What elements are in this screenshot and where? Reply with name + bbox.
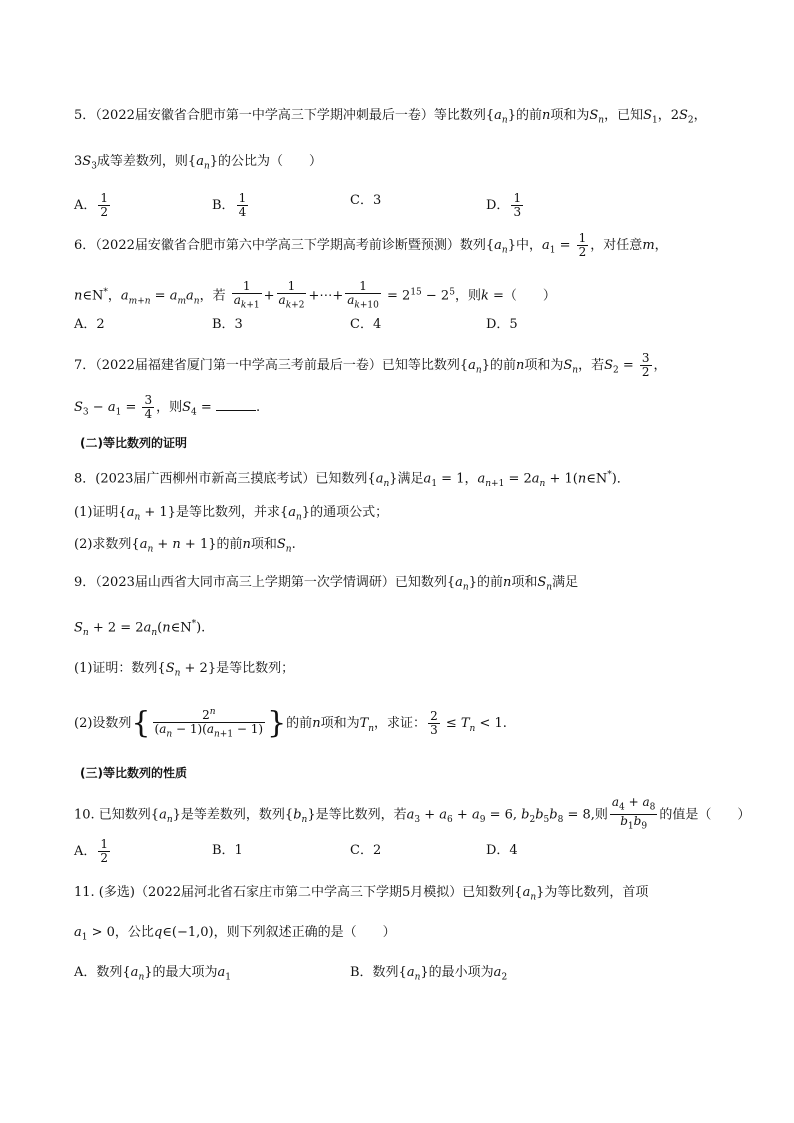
q9-stem-line2: $S_n + 2$ = $2a_n(n\in N^*)$. xyxy=(74,619,206,638)
q6-option-b[interactable]: B．3 xyxy=(212,317,243,332)
q6-option-a[interactable]: A．2 xyxy=(74,317,105,332)
q7-answer-blank[interactable] xyxy=(216,398,256,411)
q6-stem-line2: n∈N*，$a_{m+n} = a_ma_n$，若 $\frac{1}{a_{k+1}}$ + $\frac{1}{a_{k+2}}$ +⋯+ $\frac{1}{a_{k+10}}$ = $2^{15} - 2^5$，则k =（ ） xyxy=(74,279,556,311)
q6-option-c[interactable]: C．4 xyxy=(350,317,382,332)
q5-option-a[interactable]: A． $\frac{1}{2}$ xyxy=(74,191,109,219)
section3-heading: (三)等比数列的性质 xyxy=(80,766,187,780)
section2-heading: (二)等比数列的证明 xyxy=(80,436,187,450)
q8-part2: (2)求数列$\{a_n + n + 1\}$的前n项和$S_n$. xyxy=(74,537,296,555)
q10-option-a[interactable]: A． $\frac{1}{2}$ xyxy=(74,837,109,865)
q10-option-b[interactable]: B．1 xyxy=(212,843,243,858)
q10-stem: 10. 已知数列$\{a_n\}$是等差数列，数列$\{b_n\}$是等比数列，若$a_3 + a_6 + a_9 = 6$, $b_2b_5b_8 = 8$,则 $\frac{a_4 + a_8}{b_1b_9}$ 的值是（ ） xyxy=(74,795,751,832)
q8-stem: 8．(2023届广西柳州市新高三摸底考试）已知数列$\{a_n\}$满足$a_1 = 1$，$a_{n+1} = 2a_n$ + 1(n∈N*)． xyxy=(74,470,630,489)
q5-stem-line1: 5．（2022届安徽省合肥市第一中学高三下学期冲刺最后一卷）等比数列$\{a_n\}$的前n项和为$S_n$，已知$S_1$，$2S_2$， xyxy=(74,108,707,126)
q6-option-d[interactable]: D．5 xyxy=(486,317,518,332)
q9-part1: (1)证明：数列$\{S_n + 2\}$是等比数列； xyxy=(74,661,295,679)
q7-stem-line2: $S_3 - a_1$ = $\frac{3}{4}$ ，则$S_4$ = . xyxy=(74,393,261,421)
q9-part2: (2)设数列{ $\frac{2^n}{(a_n - 1)(a_{n+1} - 1)}$ }的前n项和为$T_n$，求证： $\frac{2}{3}$ ≤ $T_n < 1$. xyxy=(74,705,507,741)
q9-stem-line1: 9．（2023届山西省大同市高三上学期第一次学情调研）已知数列$\{a_n\}$的前n项和$S_n$满足 xyxy=(74,575,579,593)
q5-option-c[interactable]: C．3 xyxy=(350,193,382,208)
q11-stem-line2: $a_1 > 0$，公比q∈(−1,0)，则下列叙述正确的是（ ） xyxy=(74,925,396,943)
q11-option-a[interactable]: A．数列$\{a_n\}$的最大项为$a_1$ xyxy=(74,965,232,983)
q8-part1: (1)证明$\{a_n + 1\}$是等比数列，并求$\{a_n\}$的通项公式； xyxy=(74,505,389,523)
q7-stem-line1: 7．（2022届福建省厦门第一中学高三考前最后一卷）已知等比数列$\{a_n\}$的前n项和为$S_n$，若$S_2$ = $\frac{3}{2}$ ， xyxy=(74,351,667,379)
q10-option-d[interactable]: D．4 xyxy=(486,843,518,858)
q10-option-c[interactable]: C．2 xyxy=(350,843,382,858)
q5-option-b[interactable]: B． $\frac{1}{4}$ xyxy=(212,191,247,219)
q5-stem-line2: $3S_3$成等差数列，则$\{a_n\}$的公比为（ ） xyxy=(74,154,323,172)
q11-option-b[interactable]: B．数列$\{a_n\}$的最小项为$a_2$ xyxy=(350,965,508,983)
q5-option-d[interactable]: D． $\frac{1}{3}$ xyxy=(486,191,522,219)
q11-stem-line1: 11. (多选)（2022届河北省石家庄市第二中学高三下学期5月模拟）已知数列$\{a_n\}$为等比数列，首项 xyxy=(74,885,649,903)
q6-stem-line1: 6．（2022届安徽省合肥市第六中学高三下学期高考前诊断暨预测）数列$\{a_n\}$中，$a_1$ = $\frac{1}{2}$ ，对任意m， xyxy=(74,231,668,259)
